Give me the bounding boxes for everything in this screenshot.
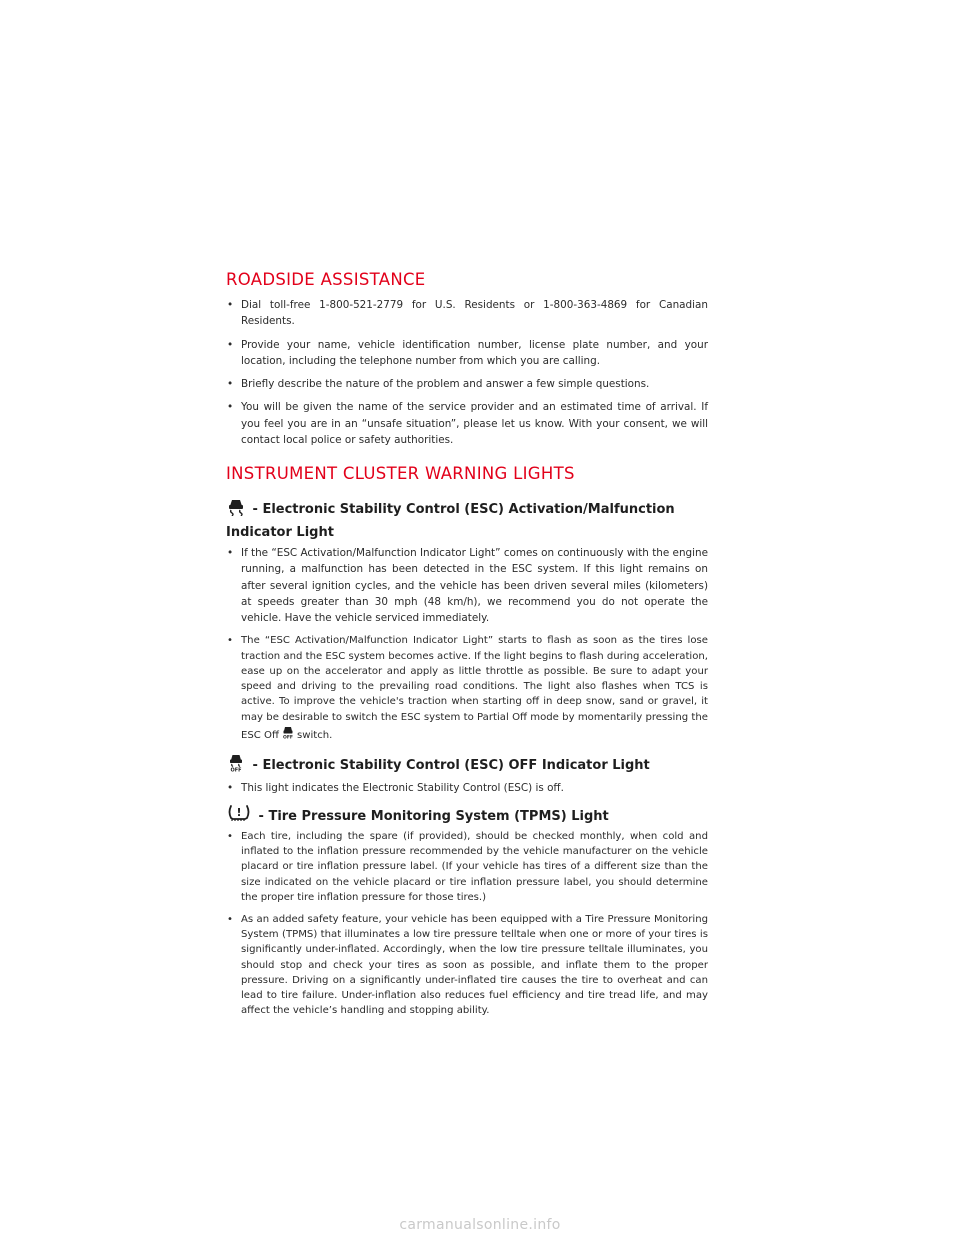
list-item: • The “ESC Activation/Malfunction Indicator Light” starts to flash as soon as the tires lose traction and the ESC system becomes active. If the light begins to flash during acceleration, ease up on the accelerator and apply as little throttle as possible. Be sure to adapt your speed and driving to the prevailing road conditions. The light also flashes when TCS is active. To improve the vehicle's traction when starting off in deep snow, sand or gravel, it may be desirable to switch the ESC system to Partial Off mode by momentarily pressing the ESC Off OFF switch. bbox=[226, 633, 708, 743]
tpms-icon bbox=[226, 803, 252, 830]
esc-activation-title: - Electronic Stability Control (ESC) Activation/Malfunction Indicator Light bbox=[226, 502, 675, 540]
list-item: • Provide your name, vehicle identification number, license plate number, and your location, including the telephone number from which you are calling. bbox=[226, 337, 708, 370]
esc-activation-heading bbox=[226, 496, 708, 543]
list-item: • Briefly describe the nature of the problem and answer a few simple questions. bbox=[226, 376, 708, 392]
tpms-bullet-list bbox=[226, 829, 708, 1025]
list-item: • Each tire, including the spare (if provided), should be checked monthly, when cold and inflated to the inflation pressure recommended by the vehicle manufacturer on the vehicle placard or tire inflation pressure label. (If your vehicle has tires of a different size than the size indicated on the vehicle placard or tire inflation pressure label, you should determine the proper tire inflation pressure for those tires.) bbox=[226, 829, 708, 905]
svg-text:!: ! bbox=[236, 806, 242, 819]
esc-off-heading bbox=[226, 752, 708, 779]
esc-off-bullet-list bbox=[226, 780, 708, 803]
warning-lights-heading: INSTRUMENT CLUSTER WARNING LIGHTS bbox=[226, 464, 575, 483]
list-item: • As an added safety feature, your vehicle has been equipped with a Tire Pressure Monitoring System (TPMS) that illuminates a low tire pressure telltale when one or more of your tires is significantly under-inflated. Accordingly, when the low tire pressure telltale illuminates, you should stop and check your tires as soon as possible, and inflate them to the proper pressure. Driving on a significantly under-inflated tire causes the tire to overheat and can lead to tire failure. Under-inflation also reduces fuel efficiency and tire tread life, and may affect the vehicle’s handling and stopping ability. bbox=[226, 912, 708, 1018]
tpms-heading bbox=[226, 803, 708, 830]
svg-text:OFF: OFF bbox=[230, 767, 242, 772]
list-item: • You will be given the name of the service provider and an estimated time of arrival. If you feel you are in an “unsafe situation”, please let us know. With your consent, we will contact local police or safety authorities. bbox=[226, 399, 708, 448]
esc-off-inline-icon bbox=[281, 725, 295, 744]
roadside-assistance-heading: ROADSIDE ASSISTANCE bbox=[226, 270, 426, 289]
svg-text:OFF: OFF bbox=[282, 735, 293, 739]
watermark-text: carmanualsonline.info bbox=[399, 1217, 561, 1233]
list-item: • If the “ESC Activation/Malfunction Indicator Light” comes on continuously with the engine running, a malfunction has been detected in the ESC system. If this light remains on after several ignition cycles, and the vehicle has been driven several miles (kilometers) at speeds greater than 30 mph (48 km/h), we recommend you do not operate the vehicle. Have the vehicle serviced immediately. bbox=[226, 545, 708, 626]
esc-activation-bullet-list bbox=[226, 545, 708, 751]
esc-skid-icon bbox=[226, 496, 246, 523]
roadside-bullet-list bbox=[226, 297, 708, 455]
esc-off-icon bbox=[226, 752, 246, 779]
list-item: • This light indicates the Electronic Stability Control (ESC) is off. bbox=[226, 780, 708, 796]
esc-off-title: - Electronic Stability Control (ESC) OFF Indicator Light bbox=[248, 758, 650, 773]
list-item: • Dial toll-free 1-800-521-2779 for U.S. Residents or 1-800-363-4869 for Canadian Residents. bbox=[226, 297, 708, 330]
tpms-title: - Tire Pressure Monitoring System (TPMS) Light bbox=[254, 809, 609, 824]
